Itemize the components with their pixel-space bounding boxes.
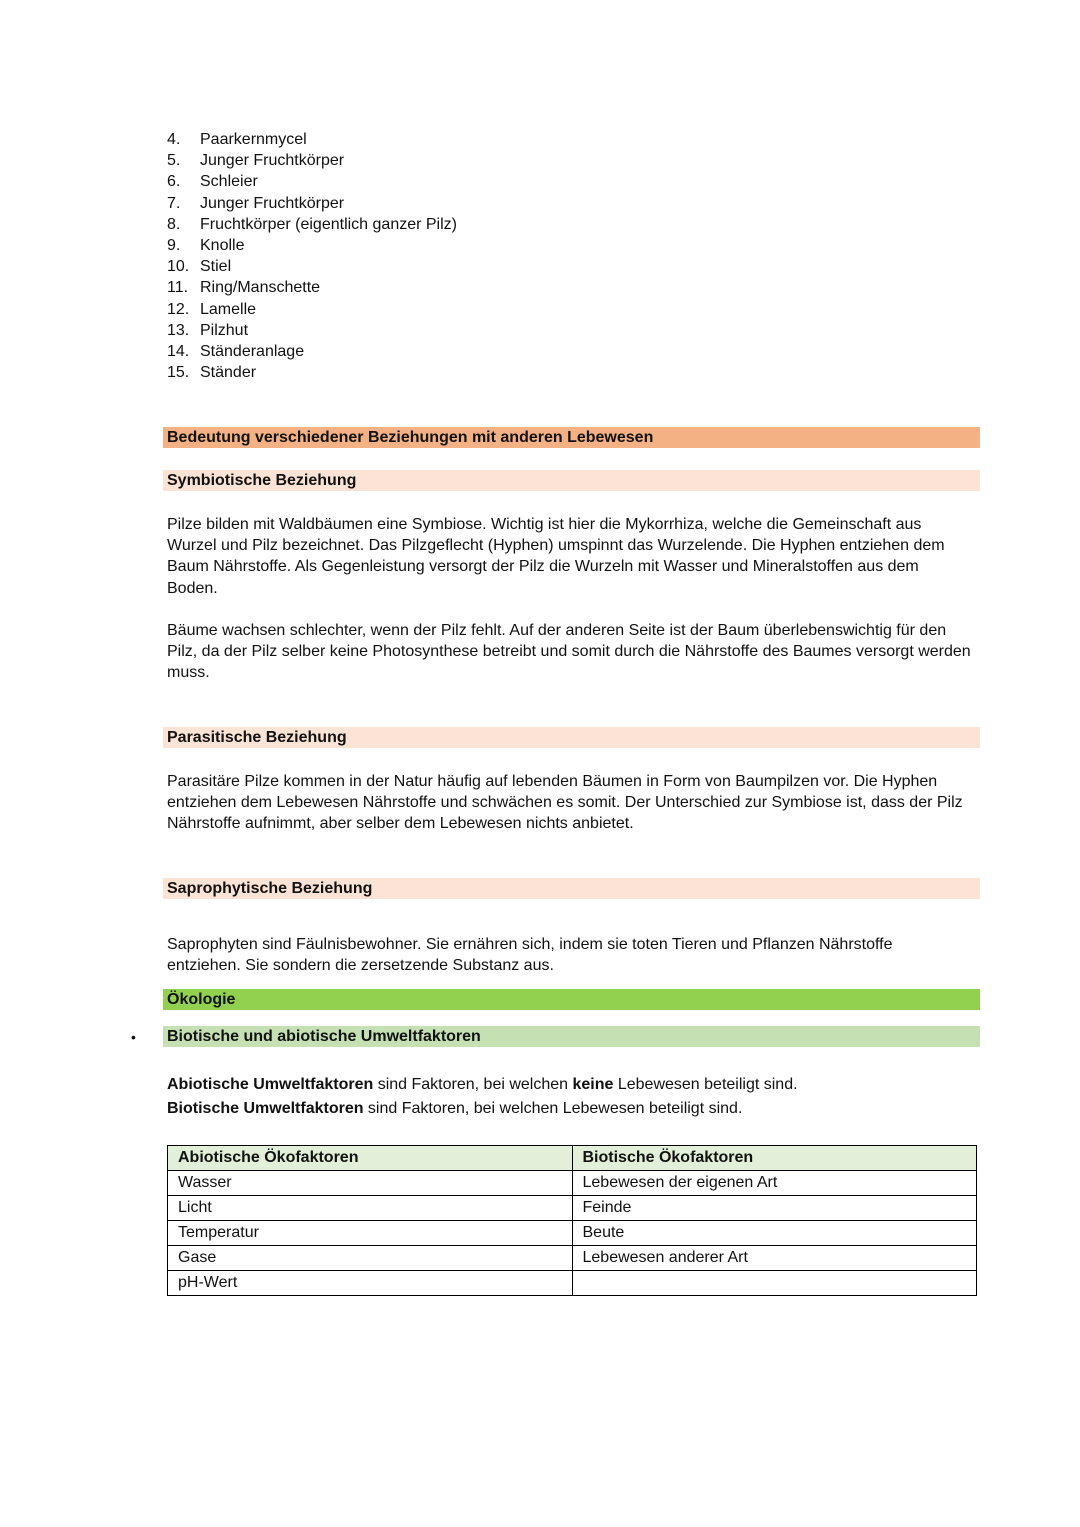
paragraph-symbiotic-2: Bäume wachsen schlechter, wenn der Pilz fehlt. Auf der anderen Seite ist der Baum überlebenswichtig für den Pilz, da der Pilz selber keine Photosynthese betreibt und somit durch die Nährstoffe des Baumes versorgt werden muss.	[167, 622, 971, 682]
section-heading-relationships: Bedeutung verschiedener Beziehungen mit anderen Lebewesen	[163, 427, 980, 448]
table-header-row	[168, 1146, 977, 1171]
subheading-parasitic: Parasitische Beziehung	[163, 727, 980, 748]
list-item: 12. Lamelle	[167, 300, 257, 318]
list-item: 14. Ständeranlage	[167, 342, 305, 360]
column-header-biotic: Biotische Ökofaktoren	[572, 1146, 977, 1171]
mushroom-parts-list	[167, 129, 457, 383]
subheading-saprophytic: Saprophytische Beziehung	[163, 878, 980, 899]
subheading-symbiotic: Symbiotische Beziehung	[163, 470, 980, 491]
list-item: 8. Fruchtkörper (eigentlich ganzer Pilz)	[167, 215, 457, 233]
definition-abiotic: Abiotische Umweltfaktoren sind Faktoren, bei welchen keine Lebewesen beteiligt sind.	[167, 1076, 798, 1093]
paragraph-symbiotic-1: Pilze bilden mit Waldbäumen eine Symbiose. Wichtig ist hier die Mykorrhiza, welche die Gemeinschaft aus Wurzel und Pilz bezeichnet. Das Pilzgeflecht (Hyphen) umspinnt das Wurzelende. Die Hyphen entziehen dem Baum Nährstoffe. Als Gegenleistung versorgt der Pilz die Wurzeln mit Wasser und Mineralstoffen aus dem Boden.	[167, 516, 945, 597]
list-item: 9. Knolle	[167, 236, 245, 254]
table-cell: pH-Wert	[168, 1271, 573, 1296]
list-item: 13. Pilzhut	[167, 321, 249, 339]
column-header-abiotic: Abiotische Ökofaktoren	[168, 1146, 573, 1171]
bullet-marker: •	[131, 1029, 136, 1045]
list-item: 6. Schleier	[167, 173, 258, 191]
table-cell: Beute	[572, 1221, 977, 1246]
table-cell: Lebewesen anderer Art	[572, 1246, 977, 1271]
table-row	[168, 1271, 977, 1296]
table-cell: Lebewesen der eigenen Art	[572, 1171, 977, 1196]
table-cell: Temperatur	[168, 1221, 573, 1246]
list-item: 15. Ständer	[167, 364, 257, 382]
table-cell: Wasser	[168, 1171, 573, 1196]
list-item: 4. Paarkernmycel	[167, 131, 307, 148]
table-row	[168, 1171, 977, 1196]
table-cell: Feinde	[572, 1196, 977, 1221]
section-heading-ecology: Ökologie	[163, 989, 980, 1010]
subheading-environmental-factors: Biotische und abiotische Umweltfaktoren	[163, 1026, 980, 1047]
table-row	[168, 1246, 977, 1271]
definition-biotic: Biotische Umweltfaktoren sind Faktoren, bei welchen Lebewesen beteiligt sind.	[167, 1100, 743, 1117]
table-row	[168, 1221, 977, 1246]
table-cell: Licht	[168, 1196, 573, 1221]
table-cell	[572, 1271, 977, 1296]
list-item: 10. Stiel	[167, 258, 232, 276]
paragraph-saprophytic: Saprophyten sind Fäulnisbewohner. Sie ernähren sich, indem sie toten Tieren und Pflanzen Nährstoffe entziehen. Sie sondern die zersetzende Substanz aus.	[167, 936, 893, 975]
eco-factors-table	[167, 1145, 977, 1296]
list-item: 11. Ring/Manschette	[167, 279, 321, 297]
table-cell: Gase	[168, 1246, 573, 1271]
paragraph-parasitic: Parasitäre Pilze kommen in der Natur häufig auf lebenden Bäumen in Form von Baumpilzen vor. Die Hyphen entziehen dem Lebewesen Nährstoffe und schwächen es somit. Der Unterschied zur Symbiose ist, dass der Pilz Nährstoffe aufnimmt, aber selber dem Lebewesen nichts anbietet.	[167, 773, 963, 833]
list-item: 5. Junger Fruchtkörper	[167, 152, 345, 170]
list-item: 7. Junger Fruchtkörper	[167, 194, 345, 212]
table-row	[168, 1196, 977, 1221]
